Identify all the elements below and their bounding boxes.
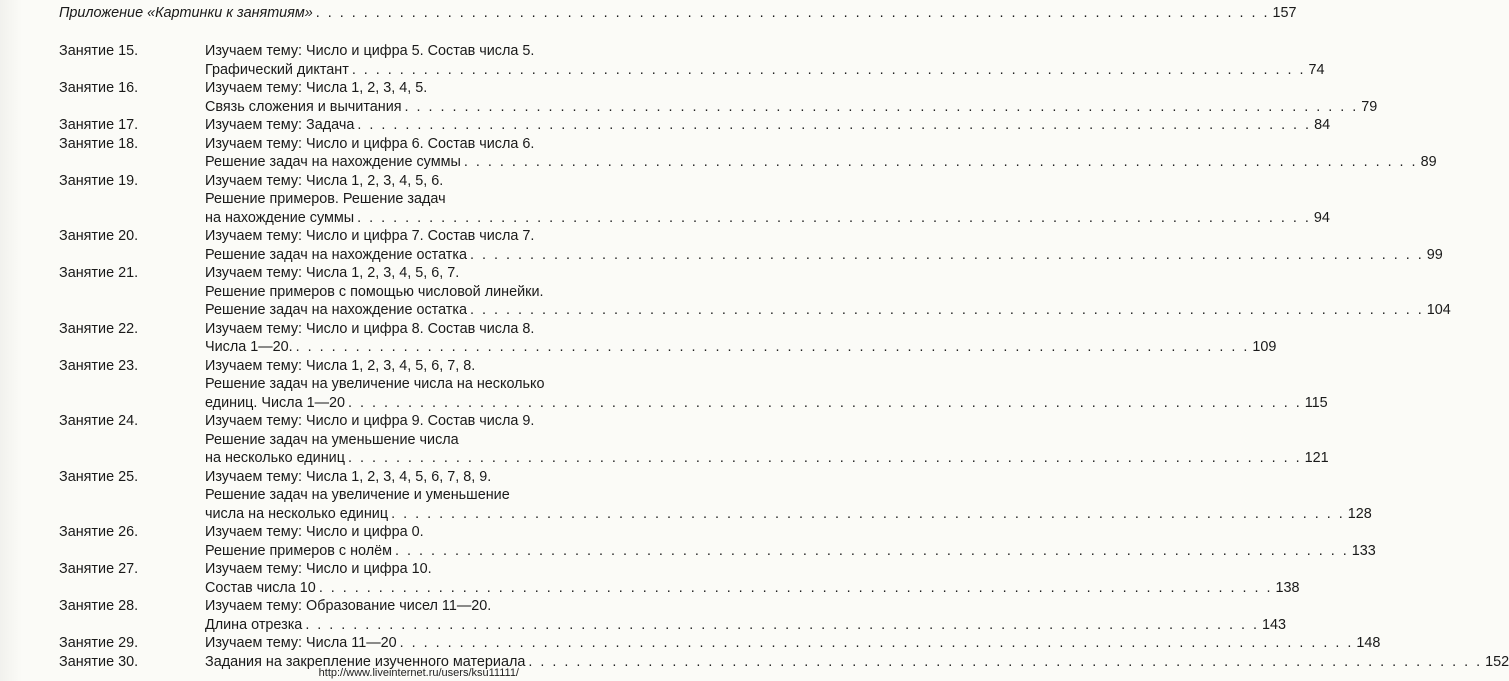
- lesson-title-line: [205, 579, 1300, 598]
- lesson-title-text: Числа 1—20.: [205, 339, 293, 355]
- lesson-title-text: Решение примеров с помощью числовой линейки.: [205, 283, 544, 300]
- lesson-title-lines: [205, 412, 1329, 468]
- lesson-title-lines: [205, 264, 1451, 320]
- lesson-title-text: Графический диктант: [205, 61, 349, 78]
- toc-entry: [59, 468, 1372, 524]
- lesson-title-lines: [205, 79, 1378, 116]
- lesson-number: Занятие 17.: [59, 117, 139, 133]
- page-number: 104: [1426, 302, 1451, 318]
- table-of-contents: [0, 42, 1509, 671]
- lesson-number: Занятие 19.: [59, 172, 139, 189]
- lesson-title-lines: [205, 634, 1381, 653]
- lesson-title-text: Изучаем тему: Число и цифра 9. Состав числа 9.: [205, 413, 535, 429]
- lesson-title-lines: [205, 227, 1443, 264]
- lesson-title-line: [205, 153, 1437, 172]
- lesson-title-text: на несколько единиц: [205, 450, 345, 466]
- lesson-title-line: [205, 560, 544, 579]
- lesson-title-line: [205, 61, 1325, 80]
- page-number: 115: [1304, 394, 1328, 411]
- lesson-title-line: [205, 616, 1287, 635]
- page-number: 128: [1347, 505, 1372, 522]
- lesson-title-line: [205, 394, 1328, 413]
- lesson-number: Занятие 26.: [59, 524, 139, 540]
- lesson-number: Занятие 22.: [59, 320, 139, 337]
- toc-entry: [59, 79, 1378, 116]
- lesson-number: Занятие 16.: [59, 80, 139, 96]
- lesson-title-lines: [205, 135, 1437, 172]
- lesson-title-text: Задания на закрепление изученного материала: [205, 653, 526, 670]
- lesson-title-line: [205, 283, 544, 302]
- appendix-title: Приложение «Картинки к занятиям»: [59, 5, 313, 21]
- lesson-title-line: [205, 209, 1330, 228]
- watermark-url: http://www.liveinternet.ru/users/ksu11111/: [318, 667, 519, 679]
- lesson-title-lines: [205, 523, 1376, 560]
- dot-leader: . . . . . . . . . . . . . . . . . . . . . . . . . . . . . . . . . . . . . . . . . . . . . . . . . . . . . . . . . . . . . . . . . . . . . . . . . . . . . . . .: [470, 302, 1424, 318]
- toc-entry: [59, 135, 1437, 172]
- page-number: 74: [1308, 61, 1325, 78]
- page-number: 143: [1262, 616, 1287, 633]
- lesson-number: Занятие 23.: [59, 357, 139, 374]
- lesson-title-text: Решение задач на нахождение остатка: [205, 246, 467, 263]
- lesson-title-line: [205, 42, 544, 61]
- lesson-title-text: Изучаем тему: Число и цифра 6. Состав числа 6.: [205, 135, 535, 152]
- lesson-title-text: Изучаем тему: Числа 1, 2, 3, 4, 5, 6.: [205, 172, 444, 189]
- lesson-title-lines: [205, 42, 1325, 79]
- lesson-title-lines: [205, 468, 1372, 524]
- page-number: 138: [1275, 579, 1300, 596]
- page-number: 79: [1361, 98, 1378, 115]
- lesson-title-line: [205, 320, 544, 339]
- lesson-title-lines: [205, 597, 1287, 634]
- dot-leader: . . . . . . . . . . . . . . . . . . . . . . . . . . . . . . . . . . . . . . . . . . . . . . . . . . . . . . . . . . . . . . . . . . . . . . . . . . . . . . . .: [351, 61, 1306, 78]
- lesson-title-text: Изучаем тему: Образование чисел 11—20.: [205, 598, 492, 614]
- toc-entry: [59, 264, 1451, 320]
- dot-leader: . . . . . . . . . . . . . . . . . . . . . . . . . . . . . . . . . . . . . . . . . . . . . . . . . . . . . . . . . . . . . . . . . . . . . . . . . . . . . . . .: [399, 635, 1354, 651]
- lesson-number: Занятие 25.: [59, 468, 139, 485]
- lesson-title-lines: [205, 357, 1328, 413]
- lesson-title-text: Изучаем тему: Задача: [205, 117, 355, 133]
- dot-leader: . . . . . . . . . . . . . . . . . . . . . . . . . . . . . . . . . . . . . . . . . . . . . . . . . . . . . . . . . . . . . . . . . . . . . . . . . . . . . . . .: [395, 542, 1349, 559]
- dot-leader: . . . . . . . . . . . . . . . . . . . . . . . . . . . . . . . . . . . . . . . . . . . . . . . . . . . . . . . . . . . . . . . . . . . . . . . . . . . . . . . .: [470, 246, 1424, 263]
- lesson-title-lines: [205, 172, 1330, 228]
- toc-entry: [59, 227, 1443, 264]
- lesson-title-line: [205, 227, 544, 246]
- lesson-title-line: [205, 634, 1381, 653]
- lesson-title-line: [205, 449, 1329, 468]
- lesson-title-text: единиц. Числа 1—20: [205, 394, 345, 411]
- lesson-title-line: [205, 116, 1331, 135]
- lesson-title-line: [205, 264, 544, 283]
- lesson-title-line: [205, 246, 1443, 265]
- lesson-title-text: числа на несколько единиц: [205, 505, 389, 522]
- lesson-number: Занятие 21.: [59, 265, 139, 281]
- lesson-title-text: на нахождение суммы: [205, 209, 355, 226]
- lesson-title-lines: [205, 320, 1277, 357]
- lesson-title-line: [205, 505, 1372, 524]
- lesson-title-line: [205, 357, 544, 376]
- lesson-title-line: [205, 338, 1277, 357]
- dot-leader: . . . . . . . . . . . . . . . . . . . . . . . . . . . . . . . . . . . . . . . . . . . . . . . . . . . . . . . . . . . . . . . . . . . . . . . . . . . . . . . .: [391, 505, 1345, 522]
- lesson-title-text: Решение задач на увеличение и уменьшение: [205, 487, 510, 503]
- toc-entry: [59, 116, 1331, 135]
- lesson-title-line: [205, 190, 544, 209]
- lesson-title-text: Изучаем тему: Число и цифра 10.: [205, 561, 432, 577]
- lesson-title-text: Изучаем тему: Число и цифра 7. Состав числа 7.: [205, 228, 535, 244]
- lesson-title-line: [205, 597, 544, 616]
- toc-entry: [59, 42, 1325, 79]
- lesson-title-line: [205, 98, 1378, 117]
- lesson-number: Занятие 24.: [59, 413, 139, 429]
- lesson-title-text: Изучаем тему: Числа 1, 2, 3, 4, 5, 6, 7.: [205, 265, 460, 281]
- lesson-title-line: [205, 412, 544, 431]
- dot-leader: . . . . . . . . . . . . . . . . . . . . . . . . . . . . . . . . . . . . . . . . . . . . . . . . . . . . . . . . . . . . . . . . . . . . . . . . . . . . . . . .: [347, 394, 1302, 411]
- lesson-title-line: [205, 375, 544, 394]
- lesson-title-text: Связь сложения и вычитания: [205, 98, 402, 115]
- page-number: 94: [1313, 209, 1330, 226]
- lesson-title-text: Изучаем тему: Число и цифра 8. Состав числа 8.: [205, 320, 535, 337]
- lesson-title-line: [205, 486, 544, 505]
- toc-entry: [59, 172, 1330, 228]
- dot-leader: . . . . . . . . . . . . . . . . . . . . . . . . . . . . . . . . . . . . . . . . . . . . . . . . . . . . . . . . . . . . . . . . . . . . . . . . . . . . . . . .: [357, 117, 1312, 133]
- lesson-number: Занятие 27.: [59, 561, 139, 577]
- toc-entry: [59, 523, 1376, 560]
- lesson-title-text: Решение примеров с нолём: [205, 542, 393, 559]
- lesson-title-text: Решение задач на нахождение остатка: [205, 302, 467, 318]
- lesson-title-text: Изучаем тему: Числа 11—20: [205, 635, 397, 651]
- page-number: 121: [1304, 450, 1329, 466]
- page-number: 148: [1356, 635, 1381, 651]
- lesson-title-text: Состав числа 10: [205, 579, 316, 596]
- lesson-number: Занятие 28.: [59, 598, 139, 614]
- lesson-number: Занятие 15.: [59, 43, 139, 59]
- lesson-title-line: [205, 79, 544, 98]
- lesson-title-line: [205, 542, 1376, 561]
- lesson-number: Занятие 18.: [59, 135, 139, 152]
- dot-leader: . . . . . . . . . . . . . . . . . . . . . . . . . . . . . . . . . . . . . . . . . . . . . . . . . . . . . . . . . . . . . . . . . . . . . . . . . . . . . . . .: [305, 616, 1260, 633]
- dot-leader: . . . . . . . . . . . . . . . . . . . . . . . . . . . . . . . . . . . . . . . . . . . . . . . . . . . . . . . . . . . . . . . . . . . . . . . . . . . . . . . .: [528, 653, 1483, 670]
- toc-appendix-entry: [59, 4, 1297, 23]
- lesson-title-text: Изучаем тему: Число и цифра 5. Состав числа 5.: [205, 43, 535, 59]
- appendix-page-number: 157: [1272, 5, 1297, 21]
- lesson-title-text: Решение задач на нахождение суммы: [205, 154, 461, 170]
- dot-leader: . . . . . . . . . . . . . . . . . . . . . . . . . . . . . . . . . . . . . . . . . . . . . . . . . . . . . . . . . . . . . . . . . . . . . . . . . . . . . . . .: [315, 5, 1270, 21]
- page-number: 89: [1420, 154, 1437, 170]
- page-number: 99: [1426, 246, 1443, 263]
- lesson-title-text: Решение примеров. Решение задач: [205, 191, 446, 207]
- toc-entry: [59, 320, 1277, 357]
- dot-leader: . . . . . . . . . . . . . . . . . . . . . . . . . . . . . . . . . . . . . . . . . . . . . . . . . . . . . . . . . . . . . . . . . . . . . . . . . . . . . . . .: [347, 450, 1302, 466]
- page-number: 152: [1485, 653, 1509, 670]
- dot-leader: . . . . . . . . . . . . . . . . . . . . . . . . . . . . . . . . . . . . . . . . . . . . . . . . . . . . . . . . . . . . . . . . . . . . . . . . . . . . . . . .: [357, 209, 1311, 226]
- lesson-title-lines: [205, 116, 1331, 135]
- dot-leader: . . . . . . . . . . . . . . . . . . . . . . . . . . . . . . . . . . . . . . . . . . . . . . . . . . . . . . . . . . . . . . . . . . . . . . . . . . . . . . . .: [404, 98, 1359, 115]
- dot-leader: . . . . . . . . . . . . . . . . . . . . . . . . . . . . . . . . . . . . . . . . . . . . . . . . . . . . . . . . . . . . . . . . . . . . . . . . . . . . . . . .: [295, 339, 1250, 355]
- lesson-title-line: [205, 523, 544, 542]
- page-number: 109: [1252, 339, 1277, 355]
- lesson-title-line: [205, 301, 1451, 320]
- lesson-title-text: Решение задач на увеличение числа на несколько: [205, 376, 545, 392]
- lesson-number: Занятие 30.: [59, 653, 139, 670]
- lesson-title-text: Изучаем тему: Числа 1, 2, 3, 4, 5.: [205, 80, 428, 96]
- lesson-title-line: [205, 172, 544, 191]
- dot-leader: . . . . . . . . . . . . . . . . . . . . . . . . . . . . . . . . . . . . . . . . . . . . . . . . . . . . . . . . . . . . . . . . . . . . . . . . . . . . . . . .: [318, 579, 1273, 596]
- toc-entry: [59, 597, 1287, 634]
- toc-entry: [59, 560, 1300, 597]
- dot-leader: . . . . . . . . . . . . . . . . . . . . . . . . . . . . . . . . . . . . . . . . . . . . . . . . . . . . . . . . . . . . . . . . . . . . . . . . . . . . . . . .: [463, 154, 1418, 170]
- lesson-number: Занятие 20.: [59, 228, 139, 244]
- lesson-title-text: Длина отрезка: [205, 616, 303, 633]
- page-number: 133: [1351, 542, 1376, 559]
- lesson-title-line: [205, 135, 544, 154]
- toc-entry: [59, 357, 1328, 413]
- lesson-title-line: [205, 468, 544, 487]
- toc-entry: [59, 634, 1381, 653]
- toc-entry: [59, 412, 1329, 468]
- lesson-number: Занятие 29.: [59, 635, 139, 651]
- lesson-title-lines: [205, 560, 1300, 597]
- lesson-title-text: Решение задач на уменьшение числа: [205, 431, 459, 448]
- lesson-title-line: [205, 431, 544, 450]
- lesson-title-text: Изучаем тему: Числа 1, 2, 3, 4, 5, 6, 7, 8.: [205, 357, 476, 374]
- page-number: 84: [1314, 117, 1331, 133]
- lesson-title-text: Изучаем тему: Число и цифра 0.: [205, 524, 424, 540]
- lesson-title-text: Изучаем тему: Числа 1, 2, 3, 4, 5, 6, 7, 8, 9.: [205, 468, 492, 485]
